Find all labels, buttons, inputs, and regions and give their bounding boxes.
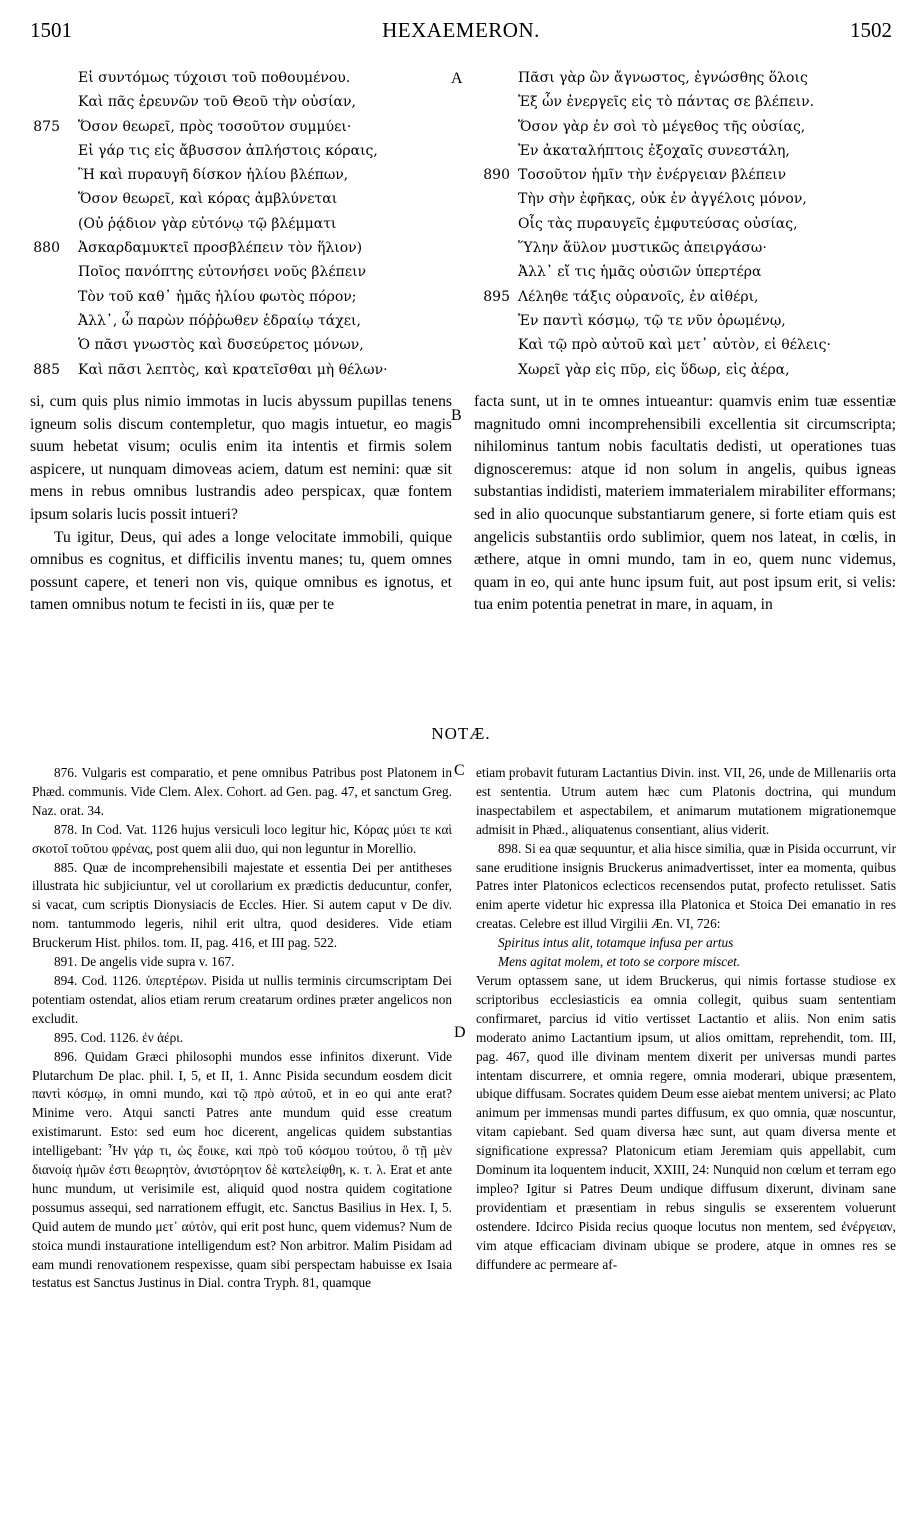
verse-line <box>30 163 430 187</box>
verse-line <box>30 115 430 139</box>
verse-text: Καὶ τῷ πρὸ αὐτοῦ καὶ μετ᾽ αὐτὸν, εἰ θέλεις· <box>518 337 831 354</box>
verse-line <box>474 187 894 211</box>
notes-heading: NOTÆ. <box>431 724 491 743</box>
verse-line <box>30 90 430 114</box>
verse-text: Ἀλλ᾽, ὦ παρὼν πόῤῥωθεν ἑδραίῳ τάχει, <box>78 312 361 329</box>
verse-text: Πᾶσι γὰρ ὢν ἄγνωστος, ἐγνώσθης ὅλοις <box>518 70 808 86</box>
translation-paragraph: facta sunt, ut in te omnes intueantur: quamvis enim tuæ essentiæ magnitudo omni incomprehensibili excellentia sit circumscripta; nihilominus tantum nobis facultatis dedisti, ut operationes tuas dignosceremus: atque id non solum in angelis, quibus igneas substantias indidisti, materiem immaterialem mirabiliter efformans; sed in alio quocunque substantiarum genere, si forte etiam quis est angelicis substantiis ordo sublimior, quem nos lateat, in cœlis, in æthere, atque in omni mundo, tam in eo, quem nunc videmus, quam in eo, qui ante hunc ipsum fuit, aut post ipsum erit, si velis: tua enim potentia penetrat in mare, in aquam, in <box>474 393 896 614</box>
note-paragraph: 894. Cod. 1126. ὑπερτέρων. Pisida ut nullis terminis circumscriptam Dei potentiam ostendat, alios etiam rerum creatarum ordines præter angelicos non excludit. <box>32 972 452 1026</box>
verse-text: Ἢ καὶ πυραυγῆ δίσκον ἡλίου βλέπων, <box>78 167 349 184</box>
verse-text: Τὴν σὴν ἐφῆκας, οὐκ ἐν ἀγγέλοις μόνον, <box>518 191 807 208</box>
notes-column-left <box>32 764 452 1293</box>
note-paragraph: Verum optassem sane, ut idem Bruckerus, qui nimis fortasse studiose ex scriptoribus ecclesiasticis ea omnia collegit, quibus suam sententiam confirmaret, parcius id vitio vertisset Lactantio et aliis. Non enim satis moderato animo Lactantium ipsum, ut alios omittam, reprehendit, tom. III, pag. 467, quod ille divinam mentem dixerit per universas mundi partes intentam discurrere, et omnia regere, omnia moderari, ubique præsentem, ubique diffusam. Socrates quidem Deum esse aiebat mentem universi; ac Plato animum per immensas mundi partes diffusum, ex quo omnia, quæ noscuntur, vitam capiebant. Sed quam diversa hæc sunt, aut quam diversa mente et significatione expressa? Platonicum etiam Jeremiam quis appellabit, cum Dominum ita loquentem inducit, XXIII, 24: Nunquid non cœlum et terram ego impleo? Igitur si Patres Deum undique diffusum dixerunt, divinam sane providentiam et præsentiam in rebus singulis se exserentem voluerunt ostendere. Idcirco Pisida recius quoque locutus non mentem, sed ἐνέργειαν, vim atque efficaciam divinam ubique se prodere, atque in omnes res se diffundere ac permeare af- <box>476 972 896 1272</box>
verse-line <box>30 285 430 309</box>
verse-text: Ἀλλ᾽ εἴ τις ἡμᾶς οὐσιῶν ὑπερτέρα <box>518 264 762 281</box>
quoted-verse: Spiritus intus alit, totamque infusa per artus <box>498 935 734 951</box>
verse-number: 875 <box>33 118 60 135</box>
verse-number: 890 <box>483 167 510 184</box>
verse-text: Ἐξ ὧν ἐνεργεῖς εἰς τὸ πάντας σε βλέπειν. <box>518 94 815 111</box>
verse-line <box>30 139 430 163</box>
translation-paragraph: si, cum quis plus nimio immotas in lucis abyssum pupillas tenens igneum solis discum contempletur, quo magis intuetur, eo magis suum hebetat visum; oculis enim ita intentis et firmis solem aspicere, ut nunquam dimoveas aciem, datum est nemini: quæ sit mens in rebus omnibus lustrandis adeo perspicax, quæ fontem ipsum solaris lucis possit intueri? <box>30 393 452 523</box>
verse-text: Καὶ πᾶσι λεπτὸς, καὶ κρατεῖσθαι μὴ θέλων· <box>78 361 388 378</box>
latin-translation-right <box>474 391 896 617</box>
verse-line <box>30 309 430 333</box>
greek-verses-right <box>474 66 894 382</box>
verse-line <box>474 260 894 284</box>
verse-line <box>474 236 894 260</box>
verse-line <box>30 333 430 357</box>
verse-text: Ὕλην ἄϋλον μυστικῶς ἀπειργάσω· <box>518 240 767 257</box>
verse-line <box>474 212 894 236</box>
verse-text: Ὁ πᾶσι γνωστὸς καὶ δυσεύρετος μόνων, <box>78 337 364 354</box>
page-title: ΗΕΧΑΕΜΕRON. <box>382 18 540 42</box>
translation-paragraph: Tu igitur, Deus, qui ades a longe velocitate immobili, quique omnibus es cognitus, et difficilis inventu manes; tu, quem omnes possunt capere, et teneri non vis, quique omnibus es ignotus, et tamen omnibus notum te fecisti in iis, quæ per te <box>30 528 452 614</box>
note-paragraph: etiam probavit futuram Lactantius Divin. inst. VII, 26, unde de Millenariis orta est sententia. Utrum autem hæc cum Platonis doctrina, qui mundum inaspectabilem et aspectabilem, et animarum mutationem migrationemque admisit in Phæd., aliquatenus consentiant, alius viderit. <box>476 765 896 837</box>
page-number-right: 1502 <box>850 18 892 42</box>
verse-number: 880 <box>33 240 60 257</box>
verse-text: Εἰ γάρ τις εἰς ἄβυσσον ἀπλήστοις κόραις, <box>78 142 378 159</box>
verse-line <box>30 358 430 382</box>
verse-line <box>30 212 430 236</box>
verse-number: 885 <box>33 361 60 378</box>
verse-line <box>474 309 894 333</box>
verse-line <box>474 90 894 114</box>
verse-line <box>30 236 430 260</box>
margin-letter-b: B <box>451 407 462 424</box>
verse-text: Τοσοῦτον ἡμῖν τὴν ἐνέργειαν βλέπειν <box>518 167 787 184</box>
verse-text: Ἐν παντὶ κόσμῳ, τῷ τε νῦν ὁρωμένῳ, <box>518 312 786 329</box>
verse-text: Ἀσκαρδαμυκτεῖ προσβλέπειν τὸν ἥλιον) <box>78 240 363 257</box>
note-paragraph: 878. In Cod. Vat. 1126 hujus versiculi loco legitur hic, Κόρας μύει τε καὶ σκοτοῖ τοῦτου φρένας, post quem alii duo, qui non leguntur in Morellio. <box>32 821 452 856</box>
verse-text: Ἐν ἀκαταλήπτοις ἐξοχαῖς συνεστάλη, <box>518 142 790 159</box>
verse-line <box>30 260 430 284</box>
verse-text: Οἷς τὰς πυραυγεῖς ἐμφυτεύσας οὐσίας, <box>518 215 798 232</box>
verse-line <box>474 285 894 309</box>
verse-line <box>474 163 894 187</box>
verse-text: Καὶ πᾶς ἐρευνῶν τοῦ Θεοῦ τὴν οὐσίαν, <box>78 94 356 111</box>
note-paragraph: 891. De angelis vide supra v. 167. <box>54 954 235 970</box>
note-paragraph: 898. Si ea quæ sequuntur, et alia hisce similia, quæ in Pisida occurrunt, vir sane eruditione insignis Bruckerus animadvertisset, inter ea momenta, quibus Patres inter Platonicos eclecticos recensendos putat, profecto retulisset. Satis enim aperte videtur hic expressa illa Platonica et Stoica Dei emanatio in res creatas. Celebre est illud Virgilii Æn. VI, 726: <box>476 840 896 932</box>
verse-line <box>474 66 894 90</box>
verse-text: Χωρεῖ γὰρ εἰς πῦρ, εἰς ὕδωρ, εἰς ἀέρα, <box>518 361 790 378</box>
notes-column-right <box>476 764 896 1274</box>
note-paragraph: 896. Quidam Græci philosophi mundos esse infinitos dixerunt. Vide Plutarchum De plac. phil. I, 5, et II, 1. Annc Pisida secundum eosdem dicit παντὶ κόσμῳ, in omni mundo, καὶ τῷ πρὸ αὐτοῦ, et in eo qui ante erat? Minime vero. Atqui sancti Patres ante mundum quid esse creatum existimarunt. Esto: sed eum hoc dicerent, angelicas quidem substantias intelligebant: Ἦν γάρ τι, ὡς ἔοικε, καὶ πρὸ τοῦ κόσμου τούτου, ὃ τῇ μὲν διανοίᾳ ἡμῶν ἐστι θεωρητὸν, ἀνιστόρητον δὲ κατελείφθη, κ. τ. λ. Erat et ante hunc mundum, ut verisimile est, aliquid quod nostra quidem cogitatione possumus assequi, sed narrationem effugit, etc. Sanctus Basilius in Hex. I, 5. Quid autem de mundo μετ᾽ αὐτὸν, qui erit post hunc, quem videmus? Num de stoica mundi instauratione intelligendum est? Non arbitror. Malim Pisidam ad eam mundi renovationem respexisse, quam sibi perspectam habuisse ex Isaia testatus est Sanctus Justinus in Dial. contra Tryph. 81, quamque <box>32 1048 452 1291</box>
verse-line <box>474 333 894 357</box>
verse-text: Ὅσον θεωρεῖ, πρὸς τοσοῦτον συμμύει· <box>78 118 352 135</box>
margin-letter-a: A <box>451 70 463 87</box>
verse-line <box>30 66 430 90</box>
note-paragraph: 895. Cod. 1126. ἐν ἀέρι. <box>54 1029 184 1045</box>
verse-number: 895 <box>483 288 510 305</box>
note-paragraph: 885. Quæ de incomprehensibili majestate et essentia Dei per antitheses illustrata hic subjiciuntur, vel ut corollarium ex prædictis deducuntur, confer, si vacat, cum scriptis Dionysiacis de Eccles. Hier. Si autem caput v De div. nom. tantummodo legeris, nihil erit ultra, quod desideres. Vide etiam Bruckerum Hist. philos. tom. II, pag. 416, et III pag. 522. <box>32 859 452 951</box>
verse-line <box>474 358 894 382</box>
note-paragraph: 876. Vulgaris est comparatio, et pene omnibus Patribus post Platonem in Phæd. communis. Vide Clem. Alex. Cohort. ad Gen. pag. 47, et sanctum Greg. Naz. orat. 34. <box>32 765 452 818</box>
verse-line <box>474 115 894 139</box>
margin-letter-c: C <box>454 762 465 779</box>
verse-line <box>474 139 894 163</box>
page-number-left: 1501 <box>30 18 72 42</box>
verse-line <box>30 187 430 211</box>
greek-verses-left <box>30 66 430 382</box>
verse-text: Εἰ συντόμως τύχοισι τοῦ ποθουμένου. <box>78 70 351 86</box>
verse-text: Ὅσον γὰρ ἐν σοὶ τὸ μέγεθος τῆς οὐσίας, <box>518 118 806 135</box>
verse-text: Τὸν τοῦ καθ᾽ ἡμᾶς ἡλίου φωτὸς πόρον; <box>78 288 357 305</box>
margin-letter-d: D <box>454 1024 466 1041</box>
verse-text: Ὅσον θεωρεῖ, καὶ κόρας ἀμβλύνεται <box>78 191 338 208</box>
quoted-verse: Mens agitat molem, et toto se corpore miscet. <box>498 954 741 970</box>
verse-text: (Οὐ ῥᾴδιον γὰρ εὐτόνῳ τῷ βλέμματι <box>78 215 337 232</box>
verse-text: Ποῖος πανόπτης εὐτονήσει νοῦς βλέπειν <box>78 264 367 281</box>
latin-translation-left <box>30 391 452 617</box>
running-header <box>0 18 922 48</box>
verse-text: Λέληθε τάξις οὐρανοῖς, ἐν αἰθέρι, <box>518 288 759 305</box>
